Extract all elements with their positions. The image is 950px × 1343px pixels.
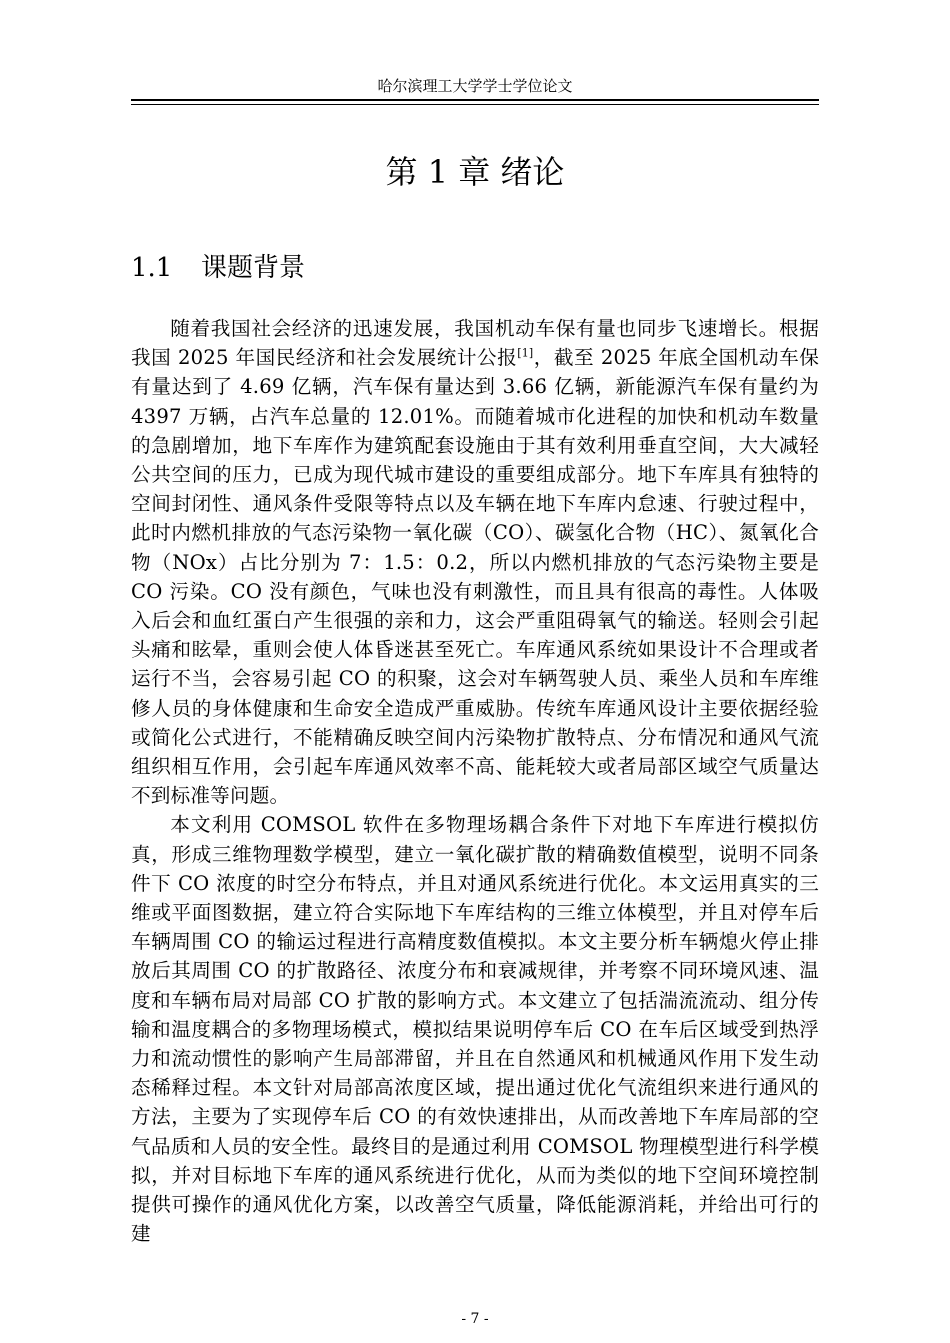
section-number: 1.1 bbox=[131, 253, 173, 283]
paragraph-text: 随着我国社会经济的迅速发展，我国机动车保有量也同步飞速增长。根据我国 2025 年国民经济和社会发展统计公报 bbox=[131, 317, 819, 370]
section-title: 课题背景 bbox=[201, 253, 306, 283]
running-header: 哈尔滨理工大学学士学位论文 bbox=[377, 77, 573, 95]
paragraph-text: ，截至 2025 年底全国机动车保有量达到了 4.69 亿辆，汽车保有量达到 3.66 亿辆，新能源汽车保有量约为 4397 万辆，占汽车总量的 12.01%。而随着城市化进程的加快和机动车数量的急剧增加，地下车库作为建筑配套设施由于其有效利用垂直空间，大大减轻公共空间的压力，已成为现代城市建设的重要组成部分。地下车库具有独特的空间封闭性、通风条件受限等特点以及车辆在地下车库内怠速、行驶过程中，此时内燃机排放的气态污染物一氧化碳（CO）、碳氢化合物（HC）、氮氧化合物（NOx）占比分别为 7：1.5：0.2，所以内燃机排放的气态污染物主要是 CO 污染。CO 没有颜色，气味也没有刺激性，而且具有很高的毒性。人体吸入后会和血红蛋白产生很强的亲和力，这会严重阻碍氧气的输送。轻则会引起头痛和眩晕，重则会使人体昏迷甚至死亡。车库通风系统如果设计不合理或者运行不当，会容易引起 CO 的积聚，这会对车辆驾驶人员、乘坐人员和车库维修人员的身体健康和生命安全造成严重威胁。传统车库通风设计主要依据经验或简化公式进行，不能精确反映空间内污染物扩散特点、分布情况和通风气流组织相互作用，会引起车库通风效率不高、能耗较大或者局部区域空气质量达不到标准等问题。 bbox=[131, 346, 819, 808]
paragraph-background bbox=[131, 314, 819, 810]
body-text bbox=[131, 314, 819, 1249]
section-heading bbox=[131, 250, 305, 286]
header-rule bbox=[131, 99, 819, 101]
paragraph-method: 本文利用 COMSOL 软件在多物理场耦合条件下对地下车库进行模拟仿真，形成三维物理数学模型，建立一氧化碳扩散的精确数值模型，说明不同条件下 CO 浓度的时空分布特点，并且对通风系统进行优化。本文运用真实的三维或平面图数据，建立符合实际地下车库结构的三维立体模型，并且对停车后车辆周围 CO 的输运过程进行高精度数值模拟。本文主要分析车辆熄火停止排放后其周围 CO 的扩散路径、浓度分布和衰减规律，并考察不同环境风速、温度和车辆布局对局部 CO 扩散的影响方式。本文建立了包括湍流流动、组分传输和温度耦合的多物理场模式，模拟结果说明停车后 CO 在车后区域受到热浮力和流动惯性的影响产生局部滞留，并且在自然通风和机械通风作用下发生动态稀释过程。本文针对局部高浓度区域，提出通过优化气流组织来进行通风的方法，主要为了实现停车后 CO 的有效快速排出，从而改善地下车库局部的空气品质和人员的安全性。最终目的是通过利用 COMSOL 物理模型进行科学模拟，并对目标地下车库的通风系统进行优化，从而为类似的地下空间环境控制提供可操作的通风优化方案，以改善空气质量，降低能源消耗，并给出可行的建 bbox=[131, 813, 819, 1246]
citation-reference[interactable]: [1] bbox=[517, 346, 534, 360]
chapter-title: 第 1 章 绪论 bbox=[385, 153, 565, 191]
header-rule-thin bbox=[131, 104, 819, 105]
page-number: - 7 - bbox=[461, 1311, 489, 1327]
